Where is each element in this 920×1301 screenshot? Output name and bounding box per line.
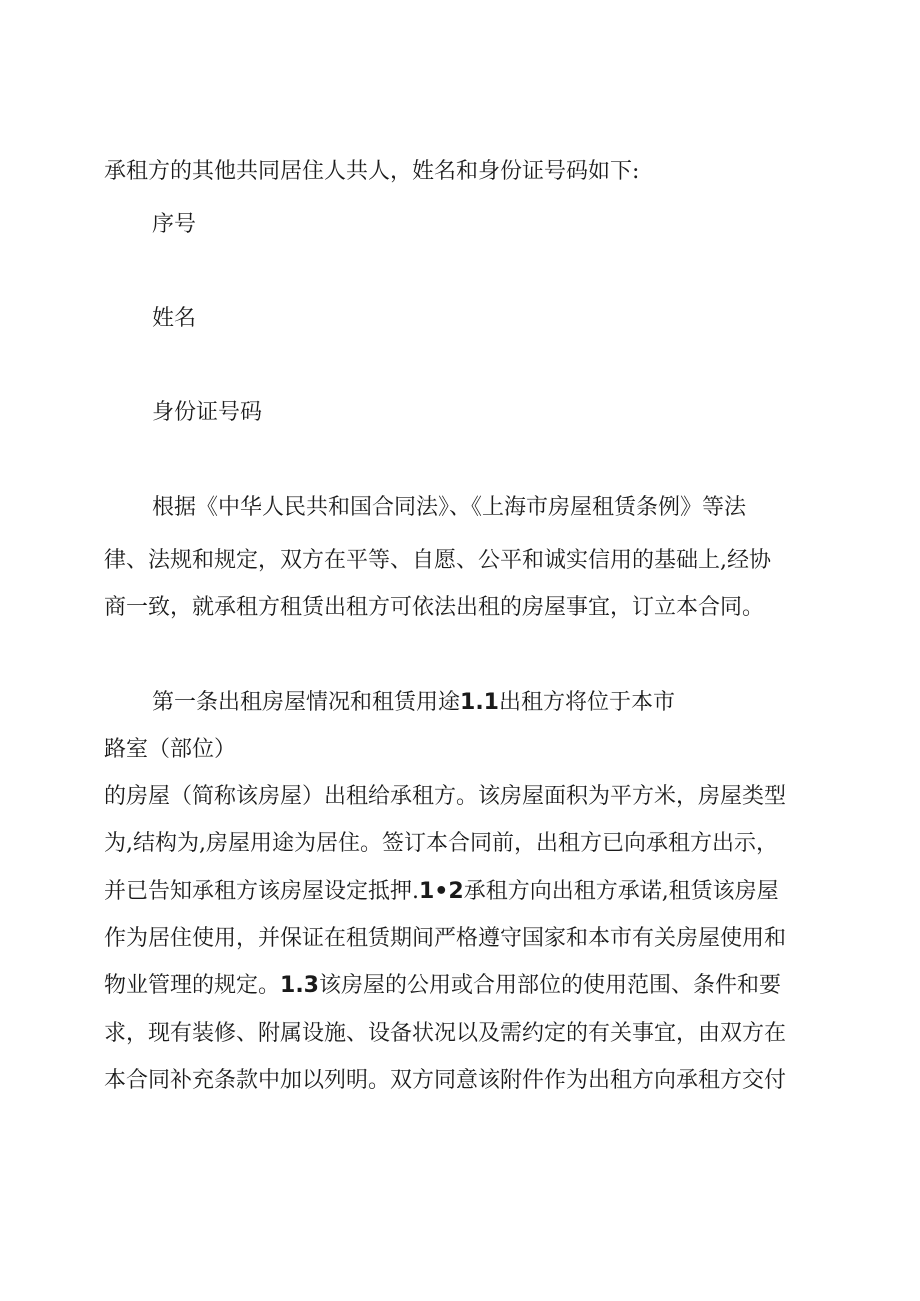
table-header-serial: 序号	[152, 212, 197, 237]
clause-1-1-text: 出租方将位于本市	[499, 690, 676, 715]
intro-line: 承租方的其他共同居住人共人，姓名和身份证号码如下:	[104, 159, 640, 184]
article-1-heading-line	[152, 688, 675, 718]
article-1-title: 第一条出租房屋情况和租赁用途	[152, 690, 461, 715]
clause-1-3-number: 1.3	[280, 973, 319, 998]
article-1-line-3: 的房屋（简称该房屋）出租给承租方。该房屋面积为平方米，房屋类型	[104, 784, 787, 809]
article-1-line-6: 作为居住使用，并保证在租赁期间严格遵守国家和本市有关房屋使用和	[104, 926, 787, 951]
article-1-line-8: 求，现有装修、附属设施、设备状况以及需约定的有关事宜，由双方在	[104, 1021, 787, 1046]
clause-1-1-number: 1.1	[460, 690, 499, 715]
table-header-id-number: 身份证号码	[152, 400, 263, 425]
article-1-line-7	[104, 971, 781, 1001]
article-1-line-5	[104, 877, 779, 907]
article-1-line-7b: 该房屋的公用或合用部位的使用范围、条件和要	[319, 973, 782, 998]
article-1-line-2: 路室（部位）	[104, 737, 237, 762]
preamble-line-2: 律、法规和规定，双方在平等、自愿、公平和诚实信用的基础上,经协	[104, 548, 771, 573]
article-1-line-4: 为,结构为,房屋用途为居住。签订本合同前，出租方已向承租方出示，	[104, 831, 778, 856]
clause-1-2-number: 1•2	[419, 879, 464, 904]
table-header-name: 姓名	[152, 306, 197, 331]
article-1-line-5b: 承租方向出租方承诺,租赁该房屋	[463, 879, 779, 904]
article-1-line-9: 本合同补充条款中加以列明。双方同意该附件作为出租方向承租方交付	[104, 1068, 787, 1093]
article-1-line-5a: 并已告知承租方该房屋设定抵押.	[104, 879, 419, 904]
preamble-line-1: 根据《中华人民共和国合同法》、《上海市房屋租赁条例》等法	[152, 495, 747, 520]
preamble-line-3: 商一致，就承租方租赁出租方可依法出租的房屋事宜，订立本合同。	[104, 595, 765, 620]
article-1-line-7a: 物业管理的规定。	[104, 973, 281, 998]
